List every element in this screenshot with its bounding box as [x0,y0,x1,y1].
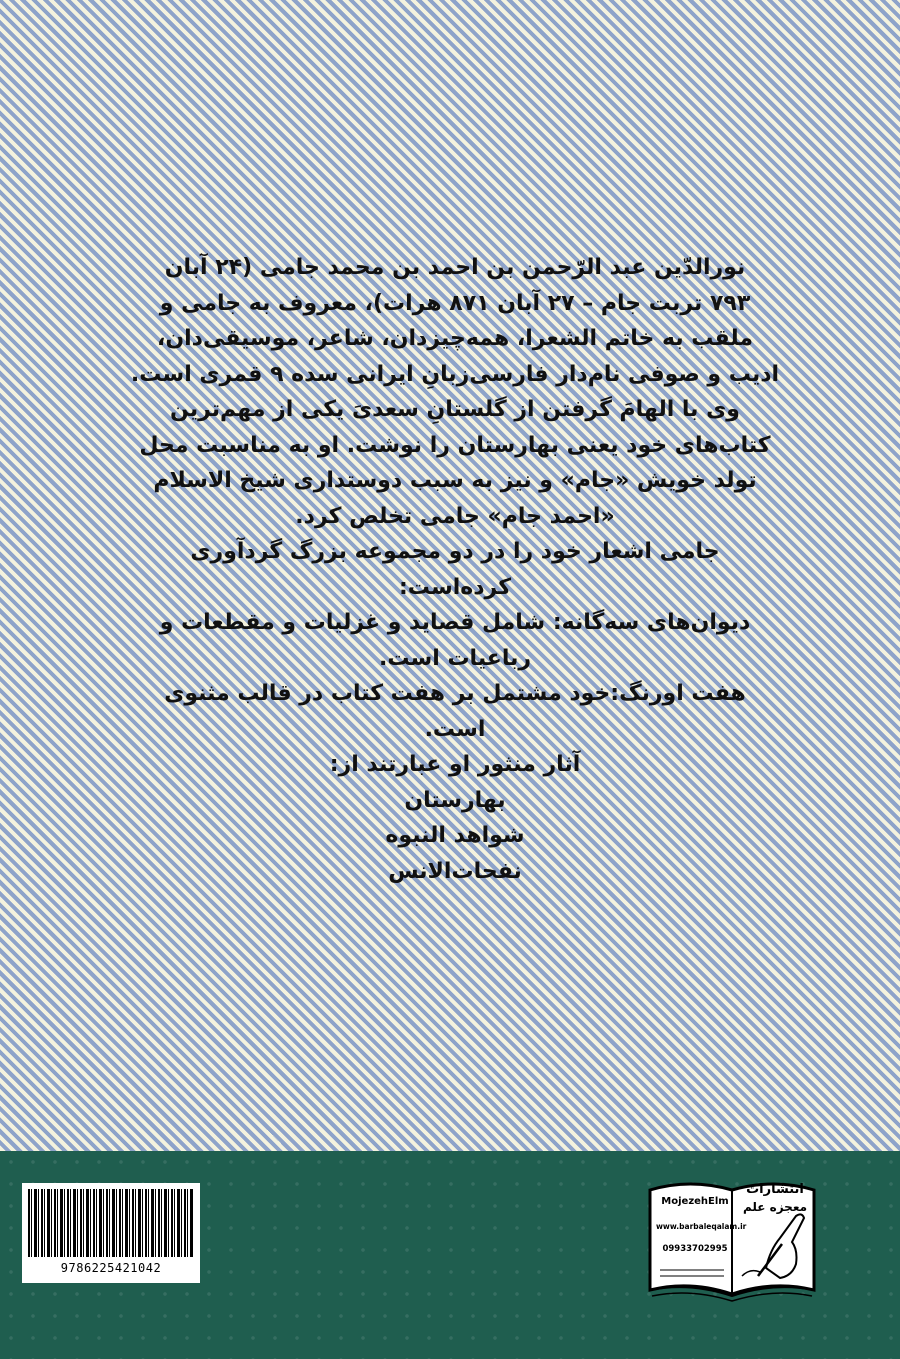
isbn-barcode [22,1183,200,1283]
blurb-line: دیوان‌های سه‌گانه: شامل قصاید و غزلیات و مقطعات و [159,610,751,635]
blurb-line: کرده‌است: [398,574,512,600]
author-description [95,250,815,889]
blurb-line: بهارستان [404,787,506,813]
publisher-phone: 09933702995 [662,1244,728,1254]
blurb-line: جامی اشعار خود را در دو مجموعه بزرگ گردآوری [190,539,720,564]
blurb-line: شواهد النبوه [385,823,525,848]
publisher-logo [646,1172,818,1304]
publisher-website: www.barbaleqalam.ir [656,1222,747,1231]
publisher-latin-name: MojezehElm [661,1196,729,1207]
blurb-line: رباعیات است. [378,645,532,671]
blurb-line: نورالدّین عبد الرّحمن بن احمد بن محمد جامی (۲۴ آبان [164,255,746,280]
isbn-number: 9786225421042 [60,1261,162,1275]
blurb-line: «احمد جام» جامی تخلص کرد. [295,503,615,529]
blurb-line: تولد خویش «جام» و نیز به سبب دوستداری شیخ الاسلام [153,468,757,493]
blurb-line: وی با الهامَ گرفتن از گلستانِ سعدیَ یکی از مهم‌ترین [170,397,740,422]
publisher-name: معجزه علم [742,1200,808,1214]
blurb-line: ۷۹۳ تربت جام – ۲۷ آبان ۸۷۱ هرات)، معروف به جامی و [159,290,751,316]
blurb-line: آثار منثور او عبارتند از: [329,752,581,777]
blurb-line: ملقب به خاتم الشعرا، همه‌چیزدان، شاعر، موسیقی‌دان، [157,326,753,351]
blurb-line: هفت اورنگ:خود مشتمل بر هفت کتاب در قالب مثنوی [164,681,746,706]
blurb-line: نفحات‌الانس [388,858,522,884]
blurb-line: است. [424,716,486,742]
blurb-line: ادیب و صوفی نام‌دار فارسی‌زبانِ ایرانی سده ۹ قمری است. [130,361,780,387]
publisher-label: انتشارات [746,1182,804,1197]
blurb-line: کتاب‌های خود یعنی بهارستان را نوشت. او به مناسبت محل [139,432,771,458]
barcode-bars [28,1189,194,1257]
